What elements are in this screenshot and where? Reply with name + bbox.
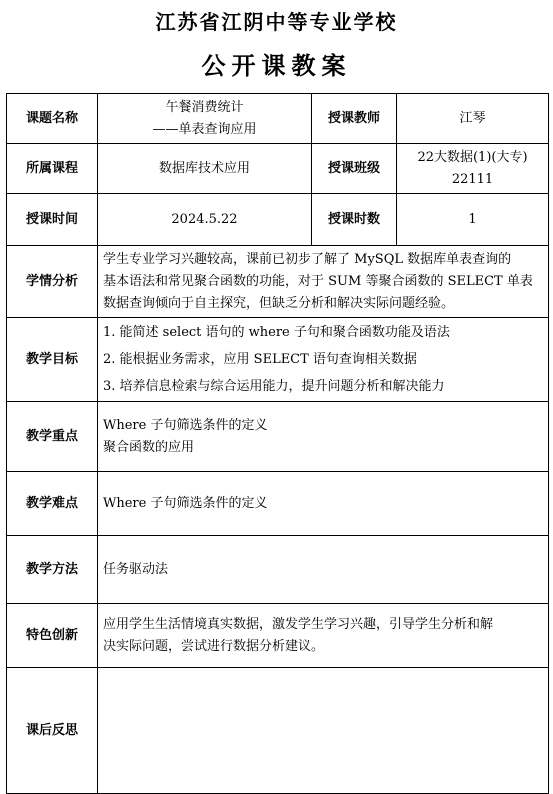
goals-list: [98, 318, 549, 402]
innovation-text: [98, 604, 549, 668]
class-label: 授课班级: [312, 144, 397, 194]
reflection-text: [98, 668, 549, 794]
analysis-text: [98, 246, 549, 318]
row-goals: [7, 318, 549, 402]
row-reflection: [7, 668, 549, 794]
difficulties-label: 教学难点: [7, 472, 98, 536]
teacher-label: 授课教师: [312, 94, 397, 144]
analysis-line: 数据查询倾向于自主探究，但缺乏分析和解决实际问题经验。: [103, 295, 455, 311]
topic-label: 课题名称: [7, 94, 98, 144]
row-topic: [7, 94, 549, 144]
hours-value: 1: [397, 194, 549, 246]
course-value: 数据库技术应用: [98, 144, 312, 194]
analysis-line: 基本语法和常见聚合函数的功能，对于 SUM 等聚合函数的 SELECT 单表: [103, 273, 533, 289]
key-point-line: Where 子句筛选条件的定义: [103, 417, 268, 433]
row-innovation: [7, 604, 549, 668]
topic-value: [98, 94, 312, 144]
row-course: [7, 144, 549, 194]
class-value-line1: 22大数据(1)(大专): [417, 149, 528, 165]
reflection-label: 课后反思: [7, 668, 98, 794]
goals-label: 教学目标: [7, 318, 98, 402]
innovation-line: 应用学生生活情境真实数据，激发学生学习兴趣，引导学生分析和解: [103, 616, 494, 632]
document-title: 公开课教案: [201, 52, 352, 80]
row-analysis: [7, 246, 549, 318]
goal-item: 2. 能根据业务需求，应用 SELECT 语句查询相关数据: [103, 352, 417, 367]
class-value: [397, 144, 549, 194]
lesson-plan-table: [6, 93, 549, 794]
class-value-line2: 22111: [451, 171, 494, 187]
method-label: 教学方法: [7, 536, 98, 604]
goal-item: 1. 能简述 select 语句的 where 子句和聚合函数功能及语法: [103, 325, 450, 340]
row-key-points: [7, 402, 549, 472]
school-name: 江苏省江阴中等专业学校: [155, 10, 398, 34]
topic-value-line1: 午餐消费统计: [165, 99, 244, 115]
topic-value-line2: ——单表查询应用: [152, 121, 257, 137]
course-label: 所属课程: [7, 144, 98, 194]
row-difficulties: [7, 472, 549, 536]
time-label: 授课时间: [7, 194, 98, 246]
key-points-label: 教学重点: [7, 402, 98, 472]
goal-item: 3. 培养信息检索与综合运用能力，提升问题分析和解决能力: [103, 379, 445, 394]
time-value: 2024.5.22: [98, 194, 312, 246]
key-point-line: 聚合函数的应用: [103, 439, 195, 455]
row-method: [7, 536, 549, 604]
teacher-value: 江琴: [397, 94, 549, 144]
row-time: [7, 194, 549, 246]
analysis-line: 学生专业学习兴趣较高，课前已初步了解了 MySQL 数据库单表查询的: [103, 251, 512, 267]
innovation-label: 特色创新: [7, 604, 98, 668]
key-points-text: [98, 402, 549, 472]
analysis-label: 学情分析: [7, 246, 98, 318]
innovation-line: 决实际问题，尝试进行数据分析建议。: [103, 638, 325, 654]
hours-label: 授课时数: [312, 194, 397, 246]
difficulties-text: Where 子句筛选条件的定义: [98, 472, 549, 536]
method-text: 任务驱动法: [98, 536, 549, 604]
